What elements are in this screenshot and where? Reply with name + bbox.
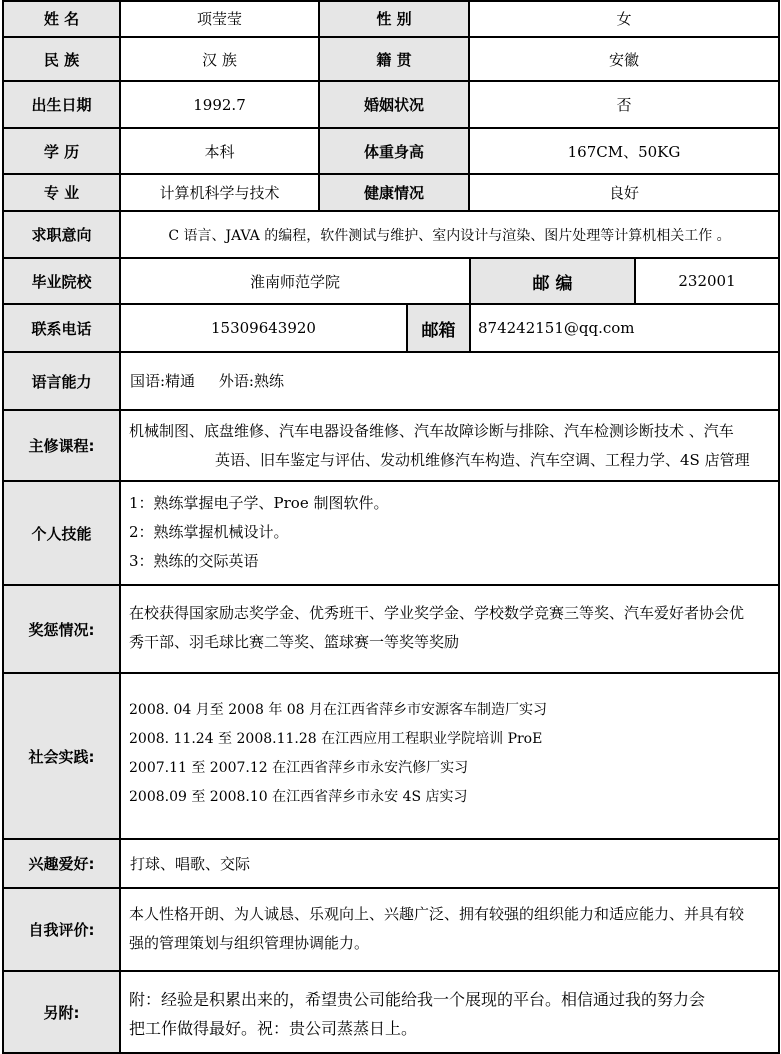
- school-value: 淮南师范学院: [120, 258, 470, 304]
- courses-label: 主修课程:: [3, 410, 120, 481]
- objective-value: C 语言、JAVA 的编程，软件测试与维护、室内设计与渲染、图片处理等计算机相关工作 。: [120, 211, 779, 258]
- grid-line: [2, 409, 780, 411]
- note-line-2: 把工作做得最好。祝：贵公司蒸蒸日上。: [129, 1019, 418, 1038]
- practice-cell: [120, 673, 779, 839]
- grid-line: [2, 210, 780, 212]
- education-label: 学 历: [3, 128, 120, 174]
- grid-line: [2, 257, 780, 259]
- grid-line: [2, 36, 780, 38]
- grid-line: [2, 351, 780, 353]
- skills-label: 个人技能: [3, 481, 120, 585]
- origin-label: 籍 贯: [319, 37, 469, 81]
- awards-label: 奖惩情况:: [3, 585, 120, 673]
- body-value: 167CM、50KG: [469, 128, 779, 174]
- note-cell: [120, 971, 779, 1054]
- grid-line: [2, 303, 780, 305]
- ethnicity-label: 民 族: [3, 37, 120, 81]
- gender-label: 性 别: [319, 0, 469, 37]
- grid-line: [2, 970, 780, 972]
- objective-label: 求职意向: [3, 211, 120, 258]
- grid-line: [406, 304, 408, 352]
- postcode-label: 邮 编: [470, 258, 635, 304]
- ethnicity-value: 汉 族: [120, 37, 319, 81]
- grid-line: [2, 887, 780, 889]
- practice-item: 2007.11 至 2007.12 在江西省萍乡市永安汽修厂实习: [129, 760, 469, 776]
- note-line-1: 附：经验是积累出来的，希望贵公司能给我一个展现的平台。相信通过我的努力会: [129, 990, 706, 1009]
- body-label: 体重身高: [319, 128, 469, 174]
- name-label: 姓 名: [3, 0, 120, 37]
- grid-line: [2, 127, 780, 129]
- skill-item: 1：熟练掌握电子学、Proe 制图软件。: [129, 494, 389, 512]
- practice-label: 社会实践:: [3, 673, 120, 839]
- school-label: 毕业院校: [3, 258, 120, 304]
- courses-line-1: 机械制图、底盘维修、汽车电器设备维修、汽车故障诊断与排除、汽车检测诊断技术 、汽车: [129, 422, 734, 440]
- language-label: 语言能力: [3, 352, 120, 410]
- grid-line: [2, 838, 780, 840]
- health-value: 良好: [469, 174, 779, 211]
- practice-item: 2008. 04 月至 2008 年 08 月在江西省萍乡市安源客车制造厂实习: [129, 702, 548, 718]
- grid-line: [2, 0, 780, 2]
- phone-value: 15309643920: [120, 304, 407, 352]
- email-label: 邮箱: [407, 304, 470, 352]
- grid-line: [318, 0, 320, 211]
- health-label: 健康情况: [319, 174, 469, 211]
- postcode-value: 232001: [635, 258, 779, 304]
- awards-line-1: 在校获得国家励志奖学金、优秀班干、学业奖学金、学校数学竞赛三等奖、汽车爱好者协会优: [129, 604, 745, 622]
- phone-label: 联系电话: [3, 304, 120, 352]
- hobby-value: 打球、唱歌、交际: [120, 839, 779, 888]
- grid-line: [469, 258, 471, 304]
- practice-item: 2008.09 至 2008.10 在江西省萍乡市永安 4S 店实习: [129, 789, 468, 805]
- grid-line: [2, 584, 780, 586]
- grid-line: [2, 173, 780, 175]
- skill-item: 3：熟练的交际英语: [129, 552, 259, 570]
- language-value: 国语:精通 外语:熟练: [120, 352, 779, 410]
- note-label: 另附:: [3, 971, 120, 1054]
- email-value: 874242151@qq.com: [470, 304, 779, 352]
- grid-line: [2, 480, 780, 482]
- grid-line: [2, 0, 4, 1054]
- grid-line: [2, 672, 780, 674]
- grid-line: [634, 258, 636, 304]
- education-value: 本科: [120, 128, 319, 174]
- birth-label: 出生日期: [3, 81, 120, 128]
- courses-cell: [120, 410, 779, 481]
- selfeval-line-2: 强的管理策划与组织管理协调能力。: [129, 934, 370, 952]
- grid-line: [468, 0, 470, 211]
- selfeval-label: 自我评价:: [3, 888, 120, 971]
- grid-line: [2, 80, 780, 82]
- hobby-label: 兴趣爱好:: [3, 839, 120, 888]
- skills-cell: [120, 481, 779, 585]
- awards-cell: [120, 585, 779, 673]
- marital-label: 婚姻状况: [319, 81, 469, 128]
- birth-value: 1992.7: [120, 81, 319, 128]
- skill-item: 2：熟练掌握机械设计。: [129, 523, 289, 541]
- selfeval-cell: [120, 888, 779, 971]
- origin-value: 安徽: [469, 37, 779, 81]
- gender-value: 女: [469, 0, 779, 37]
- major-label: 专 业: [3, 174, 120, 211]
- grid-line: [778, 0, 780, 1054]
- practice-item: 2008. 11.24 至 2008.11.28 在江西应用工程职业学院培训 ProE: [129, 731, 543, 747]
- major-value: 计算机科学与技术: [120, 174, 319, 211]
- grid-line: [119, 0, 121, 1054]
- courses-line-2: 英语、旧车鉴定与评估、发动机维修汽车构造、汽车空调、工程力学、4S 店管理: [215, 451, 750, 469]
- awards-line-2: 秀干部、羽毛球比赛二等奖、篮球赛一等奖等奖励: [129, 633, 460, 651]
- selfeval-line-1: 本人性格开朗、为人诚恳、乐观向上、兴趣广泛、拥有较强的组织能力和适应能力、并具有较: [129, 905, 745, 923]
- name-value: 项莹莹: [120, 0, 319, 37]
- grid-line: [469, 304, 471, 352]
- marital-value: 否: [469, 81, 779, 128]
